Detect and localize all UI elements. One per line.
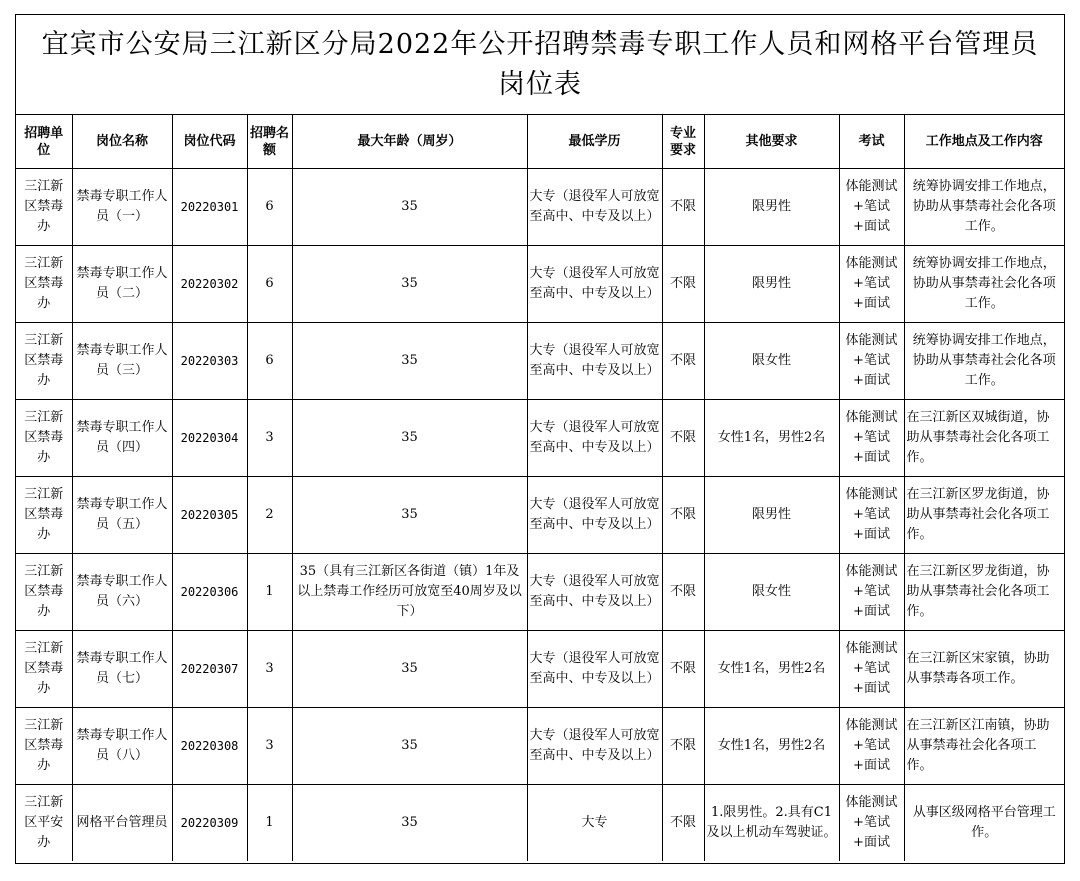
table-row <box>16 554 1064 631</box>
unit-cell: 三江新区禁毒办 <box>16 708 72 785</box>
header-cell: 岗位代码 <box>172 115 247 169</box>
age-cell: 35 <box>292 477 527 554</box>
table-row <box>16 323 1064 400</box>
quota-cell: 6 <box>247 169 292 246</box>
quota-cell: 3 <box>247 631 292 708</box>
post-code-cell: 20220308 <box>172 708 247 785</box>
work-content-cell: 统筹协调安排工作地点，协助从事禁毒社会化各项工作。 <box>904 246 1064 323</box>
unit-cell: 三江新区禁毒办 <box>16 400 72 477</box>
exam-cell: 体能测试+笔试+面试 <box>839 169 904 246</box>
unit-cell: 三江新区禁毒办 <box>16 169 72 246</box>
quota-cell: 2 <box>247 477 292 554</box>
education-cell: 大专（退役军人可放宽至高中、中专及以上） <box>527 246 662 323</box>
major-cell: 不限 <box>662 785 704 862</box>
title-line-2: 岗位表 <box>498 68 582 100</box>
post-code-cell: 20220304 <box>172 400 247 477</box>
other-requirements-cell: 1.限男性。2.具有C1及以上机动车驾驶证。 <box>704 785 839 862</box>
age-cell: 35 <box>292 785 527 862</box>
major-cell: 不限 <box>662 631 704 708</box>
exam-cell: 体能测试+笔试+面试 <box>839 323 904 400</box>
unit-cell: 三江新区禁毒办 <box>16 554 72 631</box>
exam-cell: 体能测试+笔试+面试 <box>839 400 904 477</box>
post-name-cell: 网格平台管理员 <box>72 785 172 862</box>
education-cell: 大专（退役军人可放宽至高中、中专及以上） <box>527 477 662 554</box>
other-requirements-cell: 限女性 <box>704 323 839 400</box>
table-row <box>16 169 1064 246</box>
exam-cell: 体能测试+笔试+面试 <box>839 246 904 323</box>
header-cell: 专业要求 <box>662 115 704 169</box>
post-name-cell: 禁毒专职工作人员（八） <box>72 708 172 785</box>
work-content-cell: 从事区级网格平台管理工作。 <box>904 785 1064 862</box>
other-requirements-cell: 女性1名，男性2名 <box>704 400 839 477</box>
work-content-cell: 在三江新区罗龙街道，协助从事禁毒社会化各项工作。 <box>904 554 1064 631</box>
post-name-cell: 禁毒专职工作人员（四） <box>72 400 172 477</box>
page-title <box>16 15 1064 115</box>
post-code-cell: 20220302 <box>172 246 247 323</box>
education-cell: 大专（退役军人可放宽至高中、中专及以上） <box>527 169 662 246</box>
other-requirements-cell: 限男性 <box>704 169 839 246</box>
age-cell: 35 <box>292 400 527 477</box>
header-cell: 招聘名额 <box>247 115 292 169</box>
quota-cell: 6 <box>247 323 292 400</box>
post-code-cell: 20220305 <box>172 477 247 554</box>
post-name-cell: 禁毒专职工作人员（五） <box>72 477 172 554</box>
education-cell: 大专（退役军人可放宽至高中、中专及以上） <box>527 554 662 631</box>
education-cell: 大专（退役军人可放宽至高中、中专及以上） <box>527 631 662 708</box>
post-name-cell: 禁毒专职工作人员（一） <box>72 169 172 246</box>
age-cell: 35 <box>292 169 527 246</box>
post-code-cell: 20220309 <box>172 785 247 862</box>
unit-cell: 三江新区禁毒办 <box>16 477 72 554</box>
exam-cell: 体能测试+笔试+面试 <box>839 631 904 708</box>
major-cell: 不限 <box>662 400 704 477</box>
table-row <box>16 785 1064 862</box>
major-cell: 不限 <box>662 554 704 631</box>
unit-cell: 三江新区禁毒办 <box>16 323 72 400</box>
header-cell: 岗位名称 <box>72 115 172 169</box>
age-cell: 35 <box>292 708 527 785</box>
education-cell: 大专（退役军人可放宽至高中、中专及以上） <box>527 708 662 785</box>
header-row <box>16 115 1064 169</box>
other-requirements-cell: 女性1名，男性2名 <box>704 708 839 785</box>
quota-cell: 3 <box>247 400 292 477</box>
table-row <box>16 246 1064 323</box>
post-name-cell: 禁毒专职工作人员（七） <box>72 631 172 708</box>
exam-cell: 体能测试+笔试+面试 <box>839 785 904 862</box>
work-content-cell: 统筹协调安排工作地点，协助从事禁毒社会化各项工作。 <box>904 323 1064 400</box>
work-content-cell: 在三江新区罗龙街道，协助从事禁毒社会化各项工作。 <box>904 477 1064 554</box>
education-cell: 大专（退役军人可放宽至高中、中专及以上） <box>527 323 662 400</box>
table-row <box>16 400 1064 477</box>
header-cell: 最低学历 <box>527 115 662 169</box>
header-cell: 考试 <box>839 115 904 169</box>
exam-cell: 体能测试+笔试+面试 <box>839 708 904 785</box>
post-name-cell: 禁毒专职工作人员（六） <box>72 554 172 631</box>
major-cell: 不限 <box>662 246 704 323</box>
work-content-cell: 在三江新区江南镇，协助从事禁毒社会化各项工作。 <box>904 708 1064 785</box>
table-row <box>16 477 1064 554</box>
age-cell: 35 <box>292 631 527 708</box>
major-cell: 不限 <box>662 323 704 400</box>
quota-cell: 3 <box>247 708 292 785</box>
other-requirements-cell: 限女性 <box>704 554 839 631</box>
post-name-cell: 禁毒专职工作人员（三） <box>72 323 172 400</box>
age-cell: 35 <box>292 323 527 400</box>
quota-cell: 1 <box>247 785 292 862</box>
other-requirements-cell: 限男性 <box>704 246 839 323</box>
header-cell: 招聘单位 <box>16 115 72 169</box>
education-cell: 大专（退役军人可放宽至高中、中专及以上） <box>527 400 662 477</box>
post-code-cell: 20220301 <box>172 169 247 246</box>
exam-cell: 体能测试+笔试+面试 <box>839 554 904 631</box>
quota-cell: 6 <box>247 246 292 323</box>
unit-cell: 三江新区平安办 <box>16 785 72 862</box>
post-code-cell: 20220307 <box>172 631 247 708</box>
work-content-cell: 在三江新区双城街道，协助从事禁毒社会化各项工作。 <box>904 400 1064 477</box>
header-cell: 工作地点及工作内容 <box>904 115 1064 169</box>
table-row <box>16 708 1064 785</box>
age-cell: 35 <box>292 246 527 323</box>
work-content-cell: 统筹协调安排工作地点，协助从事禁毒社会化各项工作。 <box>904 169 1064 246</box>
recruitment-table-document <box>15 14 1065 864</box>
unit-cell: 三江新区禁毒办 <box>16 246 72 323</box>
unit-cell: 三江新区禁毒办 <box>16 631 72 708</box>
other-requirements-cell: 女性1名，男性2名 <box>704 631 839 708</box>
quota-cell: 1 <box>247 554 292 631</box>
post-code-cell: 20220306 <box>172 554 247 631</box>
other-requirements-cell: 限男性 <box>704 477 839 554</box>
table-row <box>16 631 1064 708</box>
education-cell: 大专 <box>527 785 662 862</box>
major-cell: 不限 <box>662 708 704 785</box>
age-cell: 35（具有三江新区各街道（镇）1年及以上禁毒工作经历可放宽至40周岁及以下） <box>292 554 527 631</box>
work-content-cell: 在三江新区宋家镇，协助从事禁毒各项工作。 <box>904 631 1064 708</box>
post-name-cell: 禁毒专职工作人员（二） <box>72 246 172 323</box>
positions-table <box>16 115 1064 861</box>
title-line-1: 宜宾市公安局三江新区分局2022年公开招聘禁毒专职工作人员和网格平台管理员 <box>41 28 1039 60</box>
header-cell: 最大年龄（周岁） <box>292 115 527 169</box>
post-code-cell: 20220303 <box>172 323 247 400</box>
exam-cell: 体能测试+笔试+面试 <box>839 477 904 554</box>
major-cell: 不限 <box>662 477 704 554</box>
header-cell: 其他要求 <box>704 115 839 169</box>
major-cell: 不限 <box>662 169 704 246</box>
